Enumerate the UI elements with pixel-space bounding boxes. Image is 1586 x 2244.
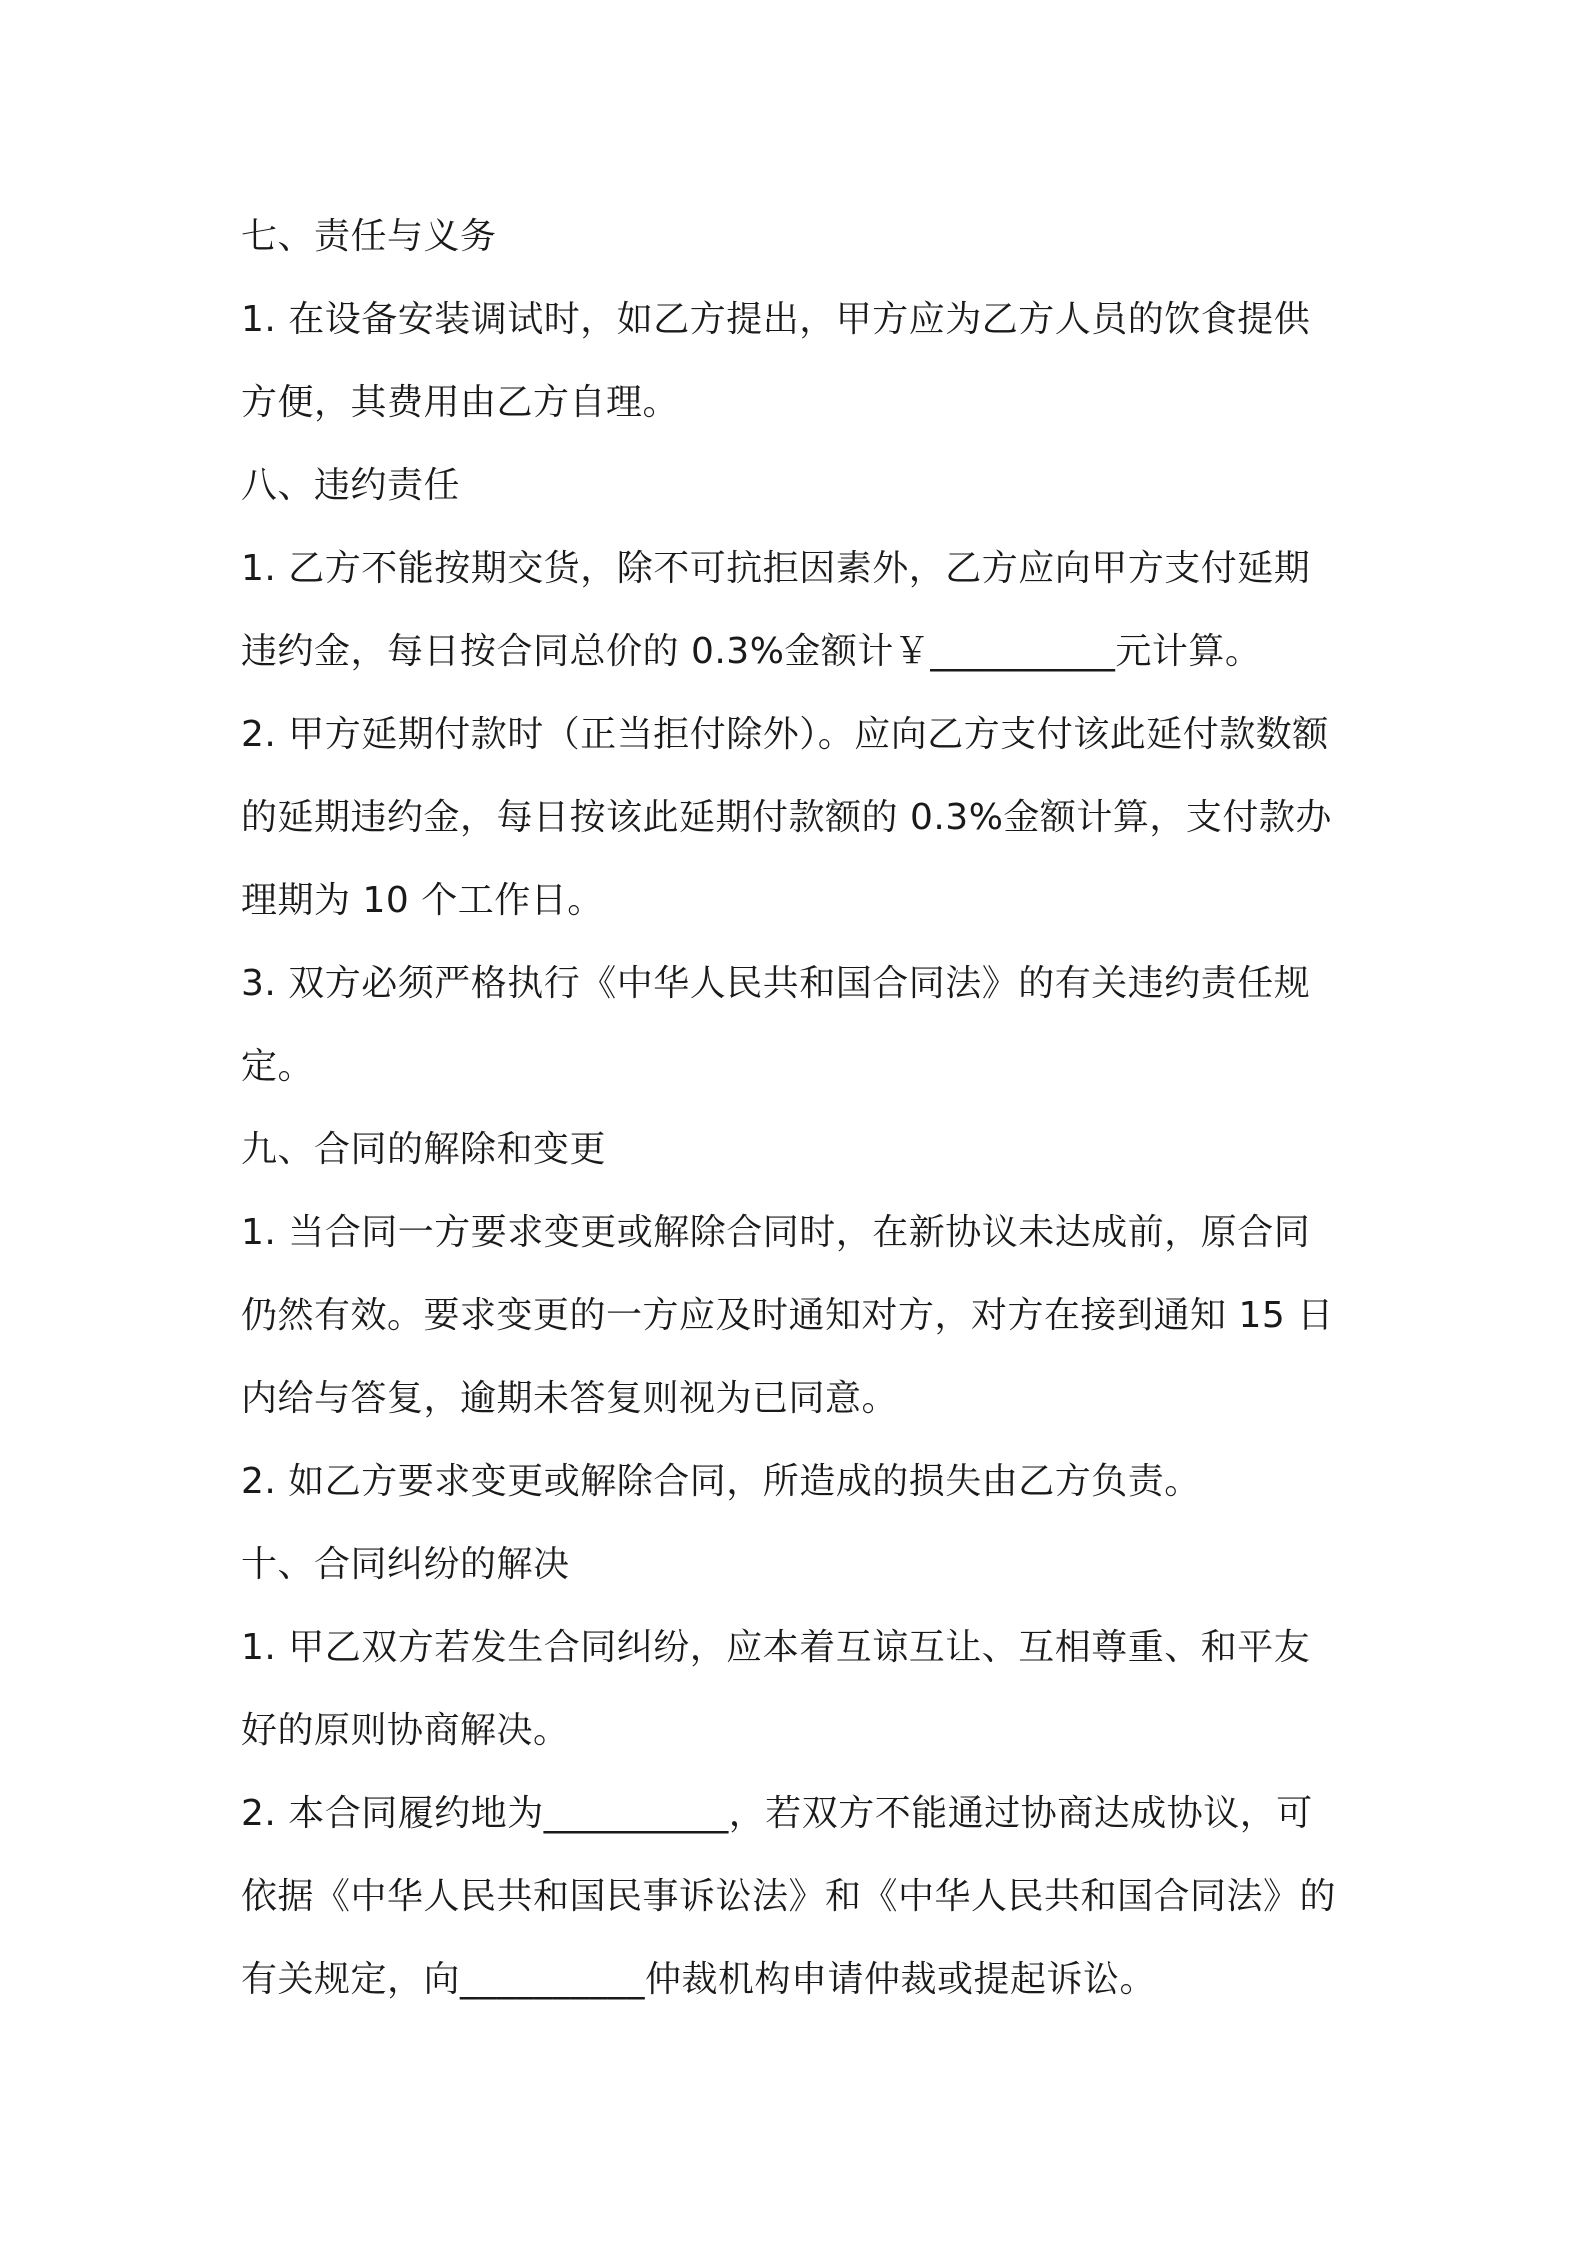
paragraph-line: 3. 双方必须严格执行《中华人民共和国合同法》的有关违约责任规: [241, 963, 1311, 1004]
paragraph-line: 方便，其费用由乙方自理。: [241, 382, 680, 423]
section-heading-termination-change: 九、合同的解除和变更: [241, 1129, 607, 1170]
paragraph-line: 理期为 10 个工作日。: [241, 880, 604, 921]
paragraph-line: 1. 乙方不能按期交货，除不可抗拒因素外，乙方应向甲方支付延期: [241, 548, 1311, 589]
paragraph-line: 好的原则协商解决。: [241, 1710, 570, 1751]
paragraph-line: 2. 甲方延期付款时（正当拒付除外）。应向乙方支付该此延付款数额: [241, 714, 1329, 755]
paragraph-line: 2. 本合同履约地为__________，若双方不能通过协商达成协议，可: [241, 1793, 1313, 1834]
paragraph-line: 定。: [241, 1046, 315, 1087]
paragraph-line: 2. 如乙方要求变更或解除合同，所造成的损失由乙方负责。: [241, 1461, 1201, 1502]
paragraph-line: 1. 当合同一方要求变更或解除合同时，在新协议未达成前，原合同: [241, 1212, 1311, 1253]
paragraph-line: 1. 甲乙双方若发生合同纠纷，应本着互谅互让、互相尊重、和平友: [241, 1627, 1311, 1668]
paragraph-line: 依据《中华人民共和国民事诉讼法》和《中华人民共和国合同法》的: [241, 1876, 1337, 1917]
paragraph-line: 有关规定，向__________仲裁机构申请仲裁或提起诉讼。: [241, 1959, 1157, 2000]
paragraph-line: 内给与答复，逾期未答复则视为已同意。: [241, 1378, 899, 1419]
paragraph-line: 仍然有效。要求变更的一方应及时通知对方，对方在接到通知 15 日: [241, 1295, 1334, 1336]
section-heading-responsibilities: 七、责任与义务: [241, 216, 497, 257]
section-heading-breach-liability: 八、违约责任: [241, 465, 461, 506]
paragraph-line: 的延期违约金，每日按该此延期付款额的 0.3%金额计算，支付款办: [241, 797, 1332, 838]
paragraph-line: 1. 在设备安装调试时，如乙方提出，甲方应为乙方人员的饮食提供: [241, 299, 1311, 340]
section-heading-dispute-resolution: 十、合同纠纷的解决: [241, 1544, 570, 1585]
document-body: [241, 195, 1353, 2021]
paragraph-line: 违约金，每日按合同总价的 0.3%金额计￥__________元计算。: [241, 631, 1262, 672]
